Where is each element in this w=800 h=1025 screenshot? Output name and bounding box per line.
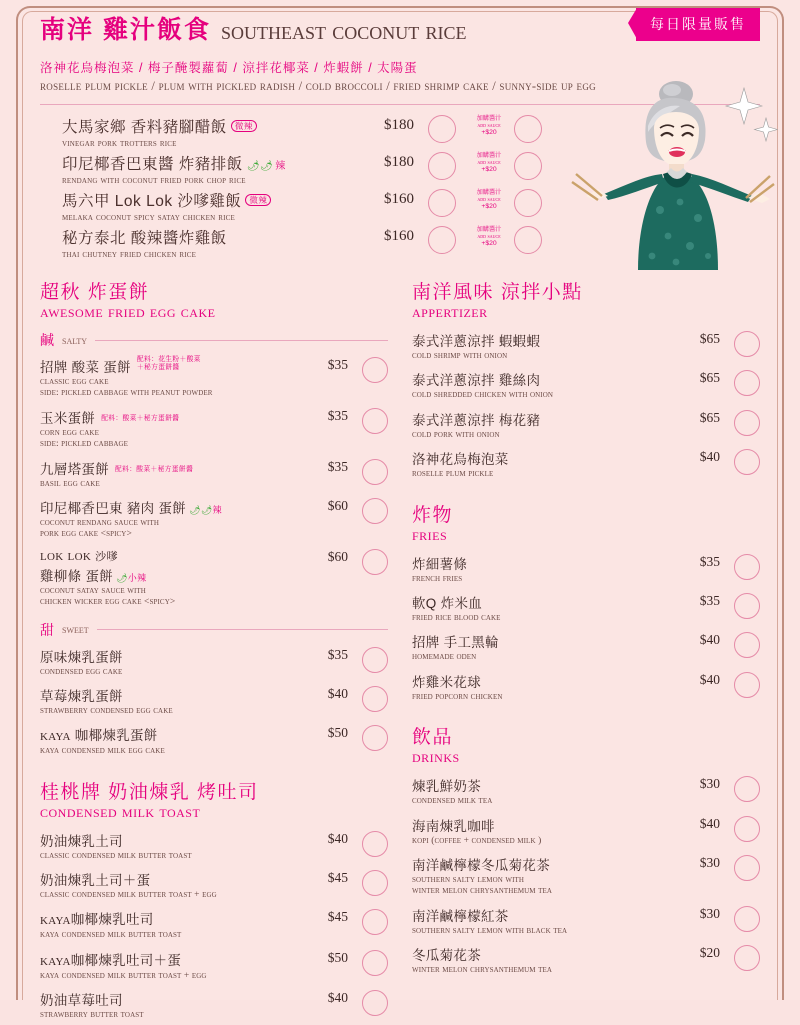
item-price: $30 [699, 776, 720, 792]
item-names [40, 356, 302, 400]
item-price: $40 [699, 671, 720, 687]
item-price: $45 [327, 870, 348, 886]
menu-content [40, 0, 760, 1021]
subsection-header-salty [40, 330, 388, 350]
spicy-badge: 微辣 [245, 194, 271, 206]
item-name-en: winter melon chrysanthemum tea [412, 965, 553, 976]
section-header-condensed-milk-toast [40, 777, 388, 822]
subsection-header-sweet [40, 620, 388, 640]
item-name-en: roselle plum pickle [412, 469, 494, 480]
order-checkbox[interactable] [734, 855, 760, 881]
item-name-cn: 泰式洋蔥涼拌 蝦蝦蝦 [412, 334, 541, 349]
item-name-en: kaya condensed milk butter toast + egg [40, 970, 207, 981]
item-name-cn: 大馬家鄉 香料豬腳醋飯 微辣 [62, 115, 352, 137]
order-checkbox[interactable] [362, 909, 388, 935]
item-name-cn: 煉乳鮮奶茶 [412, 779, 481, 795]
menu-item[interactable] [412, 549, 760, 588]
item-names [412, 631, 674, 663]
chili-icon: 🌶🌶 [189, 504, 213, 515]
item-price: $40 [327, 990, 348, 1006]
item-price: $60 [327, 497, 348, 513]
item-names [40, 949, 302, 982]
menu-item[interactable] [412, 901, 760, 940]
item-names [412, 854, 674, 898]
item-name-cn: kaya咖椰煉乳吐司＋蛋 [40, 952, 182, 969]
item-names [412, 448, 674, 480]
section-title-en: awesome fried egg cake [40, 302, 216, 321]
limited-sale-banner: 每日限量販售 [636, 8, 760, 41]
add-sauce-checkbox[interactable] [514, 115, 542, 143]
add-sauce-cn: 加購醬汁 [476, 152, 502, 159]
item-name-en: condensed egg cake [40, 666, 123, 677]
menu-item[interactable] [40, 681, 388, 720]
add-sauce-en: add sauce [477, 158, 501, 166]
menu-item[interactable] [412, 627, 760, 666]
menu-item[interactable] [40, 904, 388, 944]
item-names [40, 830, 302, 862]
order-checkbox[interactable] [734, 593, 760, 619]
item-price: $65 [699, 409, 720, 425]
add-sauce-amount: +$20 [481, 166, 497, 173]
add-sauce-cn: 加購醬汁 [476, 115, 502, 122]
item-price: $30 [699, 905, 720, 921]
add-sauce-en: add sauce [477, 232, 501, 240]
item-price: $35 [699, 592, 720, 608]
item-price: $50 [327, 949, 348, 965]
item-price: $35 [327, 357, 348, 372]
item-names [40, 548, 302, 609]
item-names [412, 592, 674, 624]
item-names [40, 724, 302, 757]
add-sauce-label [466, 152, 512, 182]
spacer [412, 484, 760, 500]
menu-item[interactable] [412, 588, 760, 627]
menu-item[interactable] [40, 493, 388, 544]
menu-item[interactable] [412, 365, 760, 404]
item-name-en: fried popcorn chicken [412, 691, 503, 702]
order-checkbox[interactable] [362, 498, 388, 524]
item-name-en: classic condensed milk butter toast [40, 850, 192, 861]
item-name-cn: kaya咖椰煉乳吐司 [40, 912, 154, 929]
order-checkbox[interactable] [362, 831, 388, 857]
item-price: $35 [327, 646, 348, 662]
section-header-fries [412, 500, 760, 545]
item-name-en: kopi (coffee + condensed milk ) [412, 835, 542, 846]
menu-item[interactable] [412, 771, 760, 810]
item-name-cn: 泰式洋蔥涼拌 雞絲肉 [412, 373, 541, 389]
item-name-cn: 草莓煉乳蛋餅 [40, 688, 123, 704]
section-header-appertizer [412, 277, 760, 322]
add-sauce-label [466, 189, 512, 219]
item-names [62, 226, 352, 260]
item-price: $40 [699, 815, 720, 831]
item-name-cn: 海南煉乳咖啡 [412, 818, 495, 834]
mascot-illustration [568, 70, 778, 270]
item-name-cn: 炸雞米花球 [412, 674, 481, 690]
add-sauce-cn: 加購醬汁 [476, 226, 502, 233]
order-checkbox[interactable] [362, 459, 388, 485]
item-name-cn: 冬瓜菊花茶 [412, 948, 481, 964]
left-column [40, 277, 388, 1025]
add-sauce-label [466, 115, 512, 145]
header-subtitle-en: roselle plum pickle / plum with pickled radish / cold broccoli / fried shrimp cake / sunny-side up egg [40, 79, 596, 93]
item-price: $40 [327, 830, 348, 846]
order-checkbox[interactable] [362, 357, 388, 383]
item-names [412, 815, 674, 847]
item-name-en: coconut rendang sauce with pork egg cake <spicy> [40, 517, 159, 540]
order-checkbox[interactable] [734, 906, 760, 932]
item-name-en: southern salty lemon with winter melon chrysanthemum tea [412, 874, 553, 897]
item-name-cn: 印尼椰香巴東 豬肉 蛋餅 🌶🌶辣 [40, 500, 222, 516]
item-names [412, 553, 674, 585]
add-sauce-amount: +$20 [481, 203, 497, 210]
menu-item[interactable] [412, 940, 760, 979]
item-price: $180 [384, 117, 414, 133]
item-price: $35 [327, 407, 348, 423]
order-checkbox[interactable] [428, 115, 456, 143]
item-name-cn: 奶油煉乳土司 [40, 833, 123, 849]
item-name-en: strawberry condensed egg cake [40, 705, 173, 716]
order-checkbox[interactable] [734, 554, 760, 580]
item-name-cn: 炸細薯條 [412, 556, 468, 572]
menu-item[interactable] [40, 544, 388, 612]
section-title-cn: 桂桃牌 奶油煉乳 烤吐司 [40, 781, 259, 803]
item-price: $30 [699, 854, 720, 870]
order-checkbox[interactable] [734, 410, 760, 436]
order-checkbox[interactable] [362, 990, 388, 1016]
item-names [62, 189, 352, 223]
item-price: $65 [699, 331, 720, 346]
item-name-en: cold shredded chicken with onion [412, 390, 554, 401]
order-checkbox[interactable] [428, 152, 456, 180]
item-names [40, 497, 302, 541]
item-price: $35 [327, 458, 348, 474]
item-price: $35 [699, 553, 720, 569]
header-subtitle-cn: 洛神花烏梅泡菜 / 梅子醃製蘿蔔 / 涼拌花椰菜 / 炸蝦餅 / 太陽蛋 [40, 61, 418, 75]
subsection-title-cn: 甜 [40, 621, 54, 638]
menu-item[interactable] [40, 985, 388, 1024]
item-name-cn: 原味煉乳蛋餅 [40, 649, 123, 665]
item-name-en: rendang with coconut fried pork chop rice [62, 175, 246, 186]
item-names [412, 369, 674, 401]
spicy-badge: 微辣 [231, 120, 257, 132]
item-name-cn: 南洋鹹檸檬冬瓜菊花茶 [412, 857, 550, 873]
menu-item[interactable] [412, 405, 760, 444]
item-price: $50 [327, 725, 348, 741]
spacer [412, 706, 760, 722]
menu-columns [40, 277, 760, 1025]
add-sauce-amount: +$20 [481, 129, 497, 136]
item-note: 配料：酸菜＋秘方蛋餅醬 [115, 465, 194, 473]
order-checkbox[interactable] [362, 686, 388, 712]
item-names [412, 944, 674, 976]
item-name-cn: 洛神花烏梅泡菜 [412, 452, 509, 468]
add-sauce-cn: 加購醬汁 [476, 189, 502, 196]
item-name-en: vinegar pork trotters rice [62, 138, 177, 149]
item-name-en: thai chutney fried chicken rice [62, 249, 197, 260]
item-names [40, 646, 302, 678]
subsection-title-en: sweet [62, 622, 89, 637]
item-name-en: condensed milk tea [412, 796, 493, 807]
item-name-cn: kaya 咖椰煉乳蛋餅 [40, 728, 158, 745]
item-name-cn: 招牌 酸菜 蛋餅配料：花生粉＋酸菜 ＋秘方蛋餅醬 [40, 356, 201, 375]
order-checkbox[interactable] [362, 549, 388, 575]
section-title-en: appertizer [412, 302, 488, 321]
item-price: $160 [384, 228, 414, 244]
order-checkbox[interactable] [362, 725, 388, 751]
item-name-en: kaya condensed milk egg cake [40, 746, 165, 757]
add-sauce-checkbox[interactable] [514, 189, 542, 217]
item-price: $20 [699, 945, 720, 961]
order-checkbox[interactable] [428, 226, 456, 254]
section-title-en: fries [412, 524, 448, 544]
item-names [412, 905, 674, 937]
order-checkbox[interactable] [734, 632, 760, 658]
item-name-cn: 玉米蛋餅 配料：酸菜＋秘方蛋餅醬 [40, 410, 180, 426]
add-sauce-amount: +$20 [481, 240, 497, 247]
item-name-en: melaka coconut spicy satay chicken rice [62, 212, 235, 223]
section-title-cn: 超秋 炸蛋餅 [40, 282, 150, 303]
order-checkbox[interactable] [734, 370, 760, 396]
item-price: $40 [699, 632, 720, 648]
item-names [40, 458, 302, 490]
item-names [40, 869, 302, 901]
item-price: $160 [384, 191, 414, 207]
item-price: $65 [699, 370, 720, 386]
spicy-label: 小辣 [127, 572, 147, 583]
item-names [412, 671, 674, 703]
item-price: $40 [327, 685, 348, 701]
item-name-en: classic condensed milk butter toast + egg [40, 890, 217, 901]
menu-item[interactable] [40, 720, 388, 760]
menu-item[interactable] [40, 454, 388, 493]
item-name-cn: 秘方泰北 酸辣醬炸雞飯 [62, 230, 227, 247]
item-name-cn: 奶油草莓吐司 [40, 993, 123, 1009]
spicy-label: 辣 [275, 161, 286, 172]
item-name-en: classic egg cake side: pickled cabbage with peanut powder [40, 377, 213, 399]
item-name-cn: 南洋鹹檸檬紅茶 [412, 908, 509, 924]
item-names [40, 685, 302, 717]
menu-item[interactable] [40, 945, 388, 985]
item-names [62, 152, 352, 186]
menu-item[interactable] [40, 352, 388, 403]
menu-item[interactable] [412, 850, 760, 901]
item-name-cn: 奶油煉乳土司＋蛋 [40, 873, 151, 889]
order-checkbox[interactable] [362, 408, 388, 434]
section-header-drinks [412, 722, 760, 767]
subsection-title-cn: 鹹 [40, 332, 54, 348]
section-title-en: drinks [412, 747, 460, 767]
item-name-en: homemade oden [412, 652, 477, 663]
right-column [412, 277, 760, 1025]
menu-item[interactable] [40, 403, 388, 454]
order-checkbox[interactable] [734, 776, 760, 802]
section-title-cn: 飲品 [412, 727, 454, 749]
item-name-cn: 招牌 手工黑輪 [412, 635, 499, 651]
order-checkbox[interactable] [362, 647, 388, 673]
item-name-cn: 九層塔蛋餅 配料：酸菜＋秘方蛋餅醬 [40, 461, 194, 477]
item-name-en: kaya condensed milk butter toast [40, 930, 182, 941]
item-name-en: strawberry butter toast [40, 1010, 144, 1021]
item-name-cn: 泰式洋蔥涼拌 梅花豬 [412, 412, 541, 428]
order-checkbox[interactable] [734, 449, 760, 475]
subsection-title-en: salty [62, 332, 88, 347]
spicy-label: 辣 [212, 504, 222, 515]
section-title-cn: 炸物 [412, 504, 454, 526]
item-names [40, 908, 302, 941]
add-sauce-en: add sauce [477, 195, 501, 203]
item-price: $180 [384, 154, 414, 170]
item-names [62, 115, 352, 149]
order-checkbox[interactable] [428, 189, 456, 217]
item-names [412, 409, 674, 441]
divider [95, 340, 388, 341]
page-title-cn: 南洋 雞汁飯食 [40, 16, 211, 44]
item-note: 配料：酸菜＋秘方蛋餅醬 [101, 414, 180, 422]
add-sauce-checkbox[interactable] [514, 226, 542, 254]
menu-item[interactable] [412, 811, 760, 850]
divider [97, 629, 388, 630]
item-price: $45 [327, 909, 348, 925]
add-sauce-checkbox[interactable] [514, 152, 542, 180]
menu-item[interactable] [412, 667, 760, 706]
menu-item[interactable] [40, 642, 388, 681]
item-name-cn: 軟Q 炸米血 [412, 595, 483, 611]
chili-icon: 🌶🌶 [246, 161, 274, 172]
page-title-en: southeast coconut rice [220, 18, 467, 45]
spacer [40, 761, 388, 777]
item-names [412, 775, 674, 807]
order-checkbox[interactable] [734, 816, 760, 842]
order-checkbox[interactable] [734, 331, 760, 357]
item-name-cn: 印尼椰香巴東醬 炸豬排飯 🌶🌶 辣 [62, 156, 286, 173]
section-title-cn: 南洋風味 涼拌小點 [412, 282, 583, 303]
section-title-en: condensed milk toast [40, 801, 201, 821]
order-checkbox[interactable] [362, 950, 388, 976]
item-names [412, 330, 674, 362]
item-name-en: french fries [412, 573, 463, 584]
add-sauce-label [466, 226, 512, 256]
add-sauce-en: add sauce [477, 121, 501, 129]
item-price: $60 [327, 548, 348, 564]
item-note: 配料：花生粉＋酸菜 ＋秘方蛋餅醬 [136, 356, 201, 371]
item-name-en: basil egg cake [40, 478, 100, 489]
item-names [40, 407, 302, 451]
item-name-en: cold shrimp with onion [412, 351, 508, 361]
item-name-en: fried rice blood cake [412, 612, 501, 623]
item-name-en: southern salty lemon with black tea [412, 925, 568, 936]
item-name-cn: lok lok 沙嗲 雞柳條 蛋餅 🌶小辣 [40, 547, 147, 584]
order-checkbox[interactable] [734, 945, 760, 971]
item-names [40, 989, 302, 1021]
menu-item[interactable] [40, 826, 388, 865]
menu-item[interactable] [412, 444, 760, 483]
item-name-en: coconut satay sauce with chicken wicker egg cake <spicy> [40, 585, 176, 608]
chili-icon: 🌶 [116, 572, 128, 583]
order-checkbox[interactable] [734, 672, 760, 698]
item-price: $40 [699, 449, 720, 465]
item-name-cn: 馬六甲 Lok Lok 沙嗲雞飯 微辣 [62, 189, 352, 211]
item-name-en: cold pork with onion [412, 429, 500, 440]
item-name-en: corn egg cake side: pickled cabbage [40, 427, 129, 450]
order-checkbox[interactable] [362, 870, 388, 896]
menu-item[interactable] [412, 326, 760, 365]
section-header-fried-egg-cake [40, 277, 388, 322]
menu-item[interactable] [40, 865, 388, 904]
